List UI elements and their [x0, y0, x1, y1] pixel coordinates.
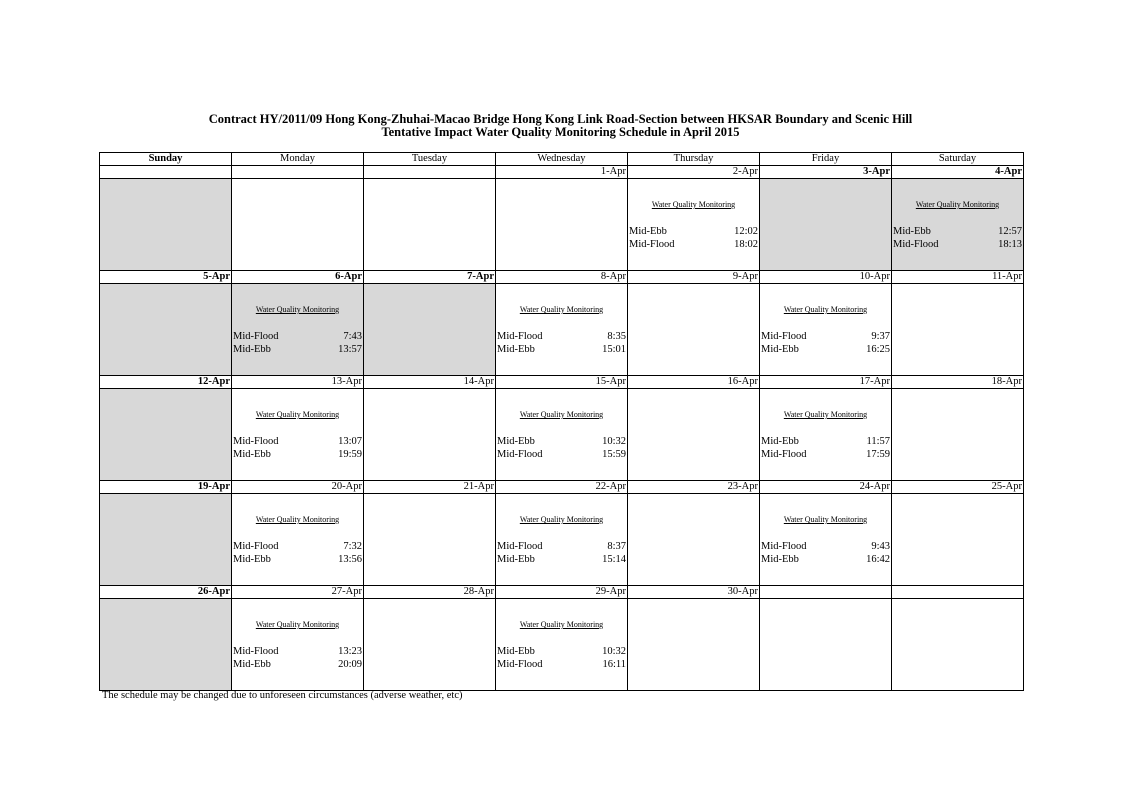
day-cell-sunday — [100, 284, 232, 376]
day-cell-tuesday — [364, 599, 496, 691]
day-cell-saturday — [892, 179, 1024, 271]
day-cell-tuesday — [364, 494, 496, 586]
monitoring-label: Water Quality Monitoring — [255, 305, 340, 314]
tide-name: Mid-Ebb — [629, 226, 667, 237]
tide-time: 15:59 — [602, 449, 626, 460]
date-cell-tuesday: 21-Apr — [364, 481, 496, 494]
monitoring-label: Water Quality Monitoring — [651, 200, 736, 209]
monitoring-label: Water Quality Monitoring — [255, 620, 340, 629]
day-cell-sunday — [100, 599, 232, 691]
tide-name: Mid-Flood — [629, 239, 675, 250]
date-cell-wednesday: 22-Apr — [496, 481, 628, 494]
date-cell-monday — [232, 166, 364, 179]
tide-time: 13:23 — [338, 646, 362, 657]
date-cell-monday: 13-Apr — [232, 376, 364, 389]
tide-entry — [497, 344, 626, 356]
monitoring-label: Water Quality Monitoring — [783, 515, 868, 524]
week-date-row — [100, 376, 1024, 389]
day-cell-saturday — [892, 599, 1024, 691]
tide-entry — [497, 331, 626, 343]
tide-name: Mid-Flood — [761, 541, 807, 552]
day-cell-wednesday — [496, 284, 628, 376]
day-cell-monday — [232, 284, 364, 376]
tide-name: Mid-Ebb — [233, 344, 271, 355]
monitoring-label: Water Quality Monitoring — [915, 200, 1000, 209]
date-cell-tuesday: 14-Apr — [364, 376, 496, 389]
day-cell-friday — [760, 389, 892, 481]
tide-time: 15:14 — [602, 554, 626, 565]
document-subtitle: Tentative Impact Water Quality Monitoring Schedule in April 2015 — [381, 125, 740, 139]
tide-time: 11:57 — [866, 436, 890, 447]
monitoring-label: Water Quality Monitoring — [519, 410, 604, 419]
tide-entry — [233, 646, 362, 658]
week-body-row — [100, 599, 1024, 691]
date-cell-thursday: 23-Apr — [628, 481, 760, 494]
tide-name: Mid-Flood — [497, 331, 543, 342]
week-date-row — [100, 481, 1024, 494]
date-cell-sunday: 12-Apr — [100, 376, 232, 389]
date-cell-friday: 17-Apr — [760, 376, 892, 389]
day-header-friday: Friday — [760, 153, 892, 166]
day-cell-friday — [760, 599, 892, 691]
date-cell-wednesday: 8-Apr — [496, 271, 628, 284]
tide-name: Mid-Ebb — [497, 554, 535, 565]
day-cell-tuesday — [364, 389, 496, 481]
tide-name: Mid-Ebb — [497, 436, 535, 447]
date-cell-sunday — [100, 166, 232, 179]
monitoring-label: Water Quality Monitoring — [519, 515, 604, 524]
tide-entry — [497, 554, 626, 566]
day-cell-thursday — [628, 284, 760, 376]
date-cell-saturday — [892, 586, 1024, 599]
tide-name: Mid-Ebb — [233, 659, 271, 670]
tide-name: Mid-Ebb — [893, 226, 931, 237]
day-cell-tuesday — [364, 179, 496, 271]
date-cell-tuesday — [364, 166, 496, 179]
week-body-row — [100, 284, 1024, 376]
day-cell-thursday — [628, 179, 760, 271]
tide-entry — [233, 344, 362, 356]
date-cell-monday: 6-Apr — [232, 271, 364, 284]
day-cell-monday — [232, 599, 364, 691]
date-cell-tuesday: 28-Apr — [364, 586, 496, 599]
day-header-tuesday: Tuesday — [364, 153, 496, 166]
tide-name: Mid-Flood — [497, 541, 543, 552]
date-cell-sunday: 19-Apr — [100, 481, 232, 494]
tide-entry — [893, 239, 1022, 251]
tide-entry — [761, 541, 890, 553]
tide-entry — [497, 541, 626, 553]
tide-name: Mid-Ebb — [497, 646, 535, 657]
tide-name: Mid-Ebb — [233, 449, 271, 460]
tide-name: Mid-Flood — [233, 436, 279, 447]
week-body-row — [100, 179, 1024, 271]
tide-entry — [233, 436, 362, 448]
tide-time: 13:07 — [338, 436, 362, 447]
tide-name: Mid-Flood — [497, 659, 543, 670]
tide-entry — [497, 659, 626, 671]
date-cell-saturday: 11-Apr — [892, 271, 1024, 284]
tide-name: Mid-Flood — [893, 239, 939, 250]
tide-name: Mid-Flood — [497, 449, 543, 460]
day-cell-saturday — [892, 494, 1024, 586]
day-cell-friday — [760, 284, 892, 376]
day-header-saturday: Saturday — [892, 153, 1024, 166]
day-header-thursday: Thursday — [628, 153, 760, 166]
tide-time: 13:57 — [338, 344, 362, 355]
tide-entry — [629, 239, 758, 251]
tide-entry — [233, 554, 362, 566]
tide-time: 12:02 — [734, 226, 758, 237]
monitoring-label: Water Quality Monitoring — [519, 305, 604, 314]
day-cell-friday — [760, 179, 892, 271]
day-cell-saturday — [892, 389, 1024, 481]
tide-time: 19:59 — [338, 449, 362, 460]
calendar-body — [100, 153, 1024, 691]
date-cell-wednesday: 1-Apr — [496, 166, 628, 179]
tide-name: Mid-Ebb — [761, 344, 799, 355]
date-cell-saturday: 18-Apr — [892, 376, 1024, 389]
tide-entry — [761, 331, 890, 343]
tide-time: 7:32 — [343, 541, 362, 552]
day-cell-wednesday — [496, 599, 628, 691]
tide-entry — [233, 659, 362, 671]
week-date-row — [100, 586, 1024, 599]
date-cell-friday — [760, 586, 892, 599]
tide-entry — [233, 331, 362, 343]
tide-name: Mid-Ebb — [497, 344, 535, 355]
day-cell-monday — [232, 494, 364, 586]
day-cell-saturday — [892, 284, 1024, 376]
day-cell-thursday — [628, 599, 760, 691]
day-cell-tuesday — [364, 284, 496, 376]
tide-entry — [233, 449, 362, 461]
tide-time: 10:32 — [602, 646, 626, 657]
date-cell-thursday: 2-Apr — [628, 166, 760, 179]
tide-entry — [761, 344, 890, 356]
tide-time: 12:57 — [998, 226, 1022, 237]
tide-time: 16:11 — [602, 659, 626, 670]
monitoring-label: Water Quality Monitoring — [255, 410, 340, 419]
week-date-row — [100, 166, 1024, 179]
tide-name: Mid-Flood — [233, 331, 279, 342]
week-date-row — [100, 271, 1024, 284]
date-cell-wednesday: 15-Apr — [496, 376, 628, 389]
date-cell-wednesday: 29-Apr — [496, 586, 628, 599]
day-header-sunday: Sunday — [100, 153, 232, 166]
monitoring-calendar — [99, 152, 1024, 691]
schedule-footnote: The schedule may be changed due to unforeseen circumstances (adverse weather, etc) — [102, 690, 463, 701]
date-cell-thursday: 16-Apr — [628, 376, 760, 389]
day-cell-wednesday — [496, 494, 628, 586]
tide-name: Mid-Flood — [761, 331, 807, 342]
tide-time: 16:25 — [866, 344, 890, 355]
tide-time: 15:01 — [602, 344, 626, 355]
tide-name: Mid-Flood — [233, 646, 279, 657]
tide-name: Mid-Flood — [761, 449, 807, 460]
day-cell-thursday — [628, 389, 760, 481]
date-cell-friday: 10-Apr — [760, 271, 892, 284]
date-cell-saturday: 4-Apr — [892, 166, 1024, 179]
day-header-wednesday: Wednesday — [496, 153, 628, 166]
tide-entry — [761, 449, 890, 461]
day-cell-sunday — [100, 494, 232, 586]
date-cell-monday: 20-Apr — [232, 481, 364, 494]
date-cell-thursday: 30-Apr — [628, 586, 760, 599]
day-cell-monday — [232, 389, 364, 481]
day-cell-friday — [760, 494, 892, 586]
monitoring-label: Water Quality Monitoring — [255, 515, 340, 524]
tide-time: 20:09 — [338, 659, 362, 670]
monitoring-label: Water Quality Monitoring — [783, 305, 868, 314]
tide-time: 13:56 — [338, 554, 362, 565]
day-cell-sunday — [100, 389, 232, 481]
day-header-monday: Monday — [232, 153, 364, 166]
day-cell-wednesday — [496, 179, 628, 271]
date-cell-monday: 27-Apr — [232, 586, 364, 599]
tide-time: 18:02 — [734, 239, 758, 250]
tide-entry — [761, 436, 890, 448]
date-cell-friday: 3-Apr — [760, 166, 892, 179]
tide-entry — [497, 646, 626, 658]
week-body-row — [100, 494, 1024, 586]
monitoring-label: Water Quality Monitoring — [519, 620, 604, 629]
tide-entry — [497, 449, 626, 461]
tide-time: 10:32 — [602, 436, 626, 447]
tide-time: 8:37 — [607, 541, 626, 552]
document-title-block — [0, 113, 1123, 139]
tide-time: 9:43 — [871, 541, 890, 552]
tide-entry — [497, 436, 626, 448]
tide-time: 9:37 — [871, 331, 890, 342]
tide-time: 16:42 — [866, 554, 890, 565]
day-cell-wednesday — [496, 389, 628, 481]
date-cell-saturday: 25-Apr — [892, 481, 1024, 494]
date-cell-thursday: 9-Apr — [628, 271, 760, 284]
tide-name: Mid-Ebb — [761, 554, 799, 565]
tide-time: 8:35 — [607, 331, 626, 342]
monitoring-label: Water Quality Monitoring — [783, 410, 868, 419]
date-cell-sunday: 26-Apr — [100, 586, 232, 599]
tide-entry — [629, 226, 758, 238]
tide-time: 17:59 — [866, 449, 890, 460]
day-cell-monday — [232, 179, 364, 271]
date-cell-sunday: 5-Apr — [100, 271, 232, 284]
tide-time: 18:13 — [998, 239, 1022, 250]
tide-name: Mid-Ebb — [233, 554, 271, 565]
day-cell-thursday — [628, 494, 760, 586]
day-header-row — [100, 153, 1024, 166]
document-title: Contract HY/2011/09 Hong Kong-Zhuhai-Macao Bridge Hong Kong Link Road-Section between HKSAR Boundary and Scenic Hill — [208, 112, 913, 126]
tide-entry — [893, 226, 1022, 238]
date-cell-tuesday: 7-Apr — [364, 271, 496, 284]
date-cell-friday: 24-Apr — [760, 481, 892, 494]
tide-name: Mid-Ebb — [761, 436, 799, 447]
tide-name: Mid-Flood — [233, 541, 279, 552]
day-cell-sunday — [100, 179, 232, 271]
tide-entry — [761, 554, 890, 566]
tide-time: 7:43 — [343, 331, 362, 342]
tide-entry — [233, 541, 362, 553]
week-body-row — [100, 389, 1024, 481]
